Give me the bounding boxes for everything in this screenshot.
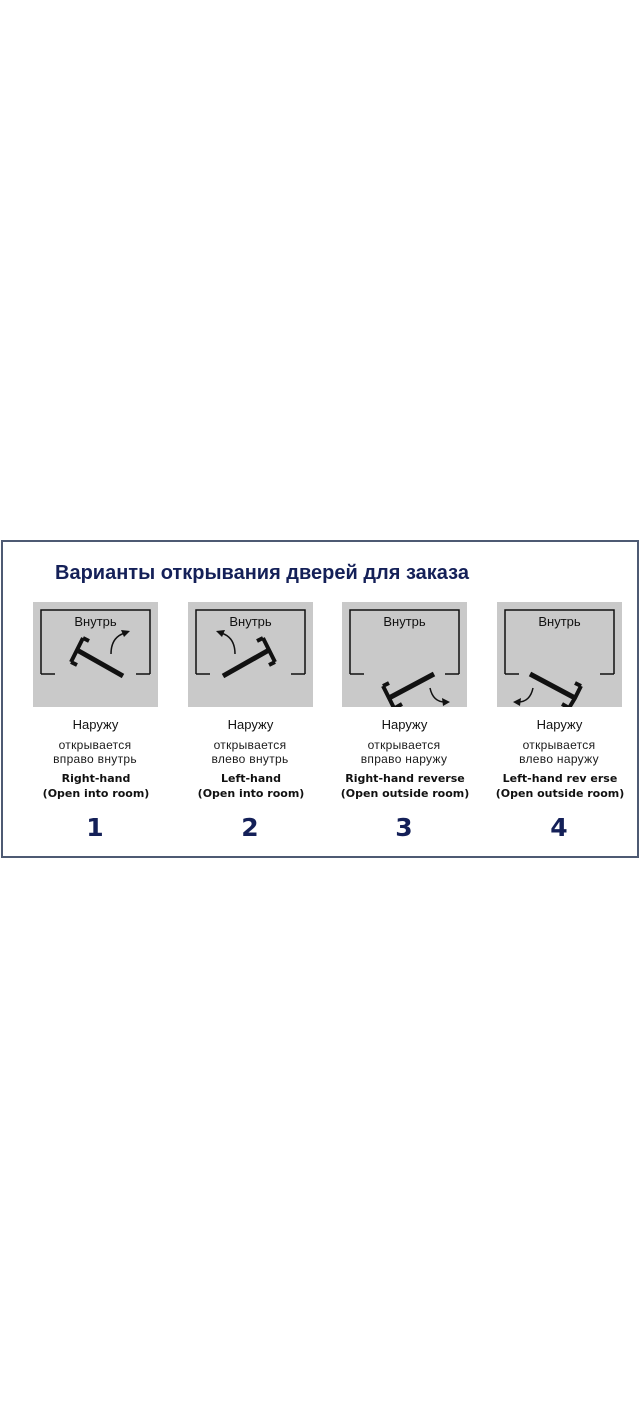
panel-title: Варианты открывания дверей для заказа	[55, 562, 469, 584]
label-inside: Внутрь	[538, 614, 581, 629]
label-inside: Внутрь	[74, 614, 117, 629]
label-outside: Наружу	[536, 717, 583, 732]
variant-number: 2	[241, 813, 259, 842]
description-ru: открывается влево наружу	[519, 738, 599, 766]
description-en: Right-hand reverse (Open outside room)	[340, 772, 470, 800]
variant-2	[188, 602, 328, 842]
variant-number: 3	[395, 813, 413, 842]
variant-1	[33, 602, 173, 842]
label-outside: Наружу	[227, 717, 274, 732]
variant-number: 4	[550, 813, 568, 842]
description-en: Left-hand (Open into room)	[197, 772, 305, 800]
description-ru: открывается вправо наружу	[360, 738, 448, 766]
label-inside: Внутрь	[383, 614, 426, 629]
description-en: Right-hand (Open into room)	[42, 772, 150, 800]
variant-4	[497, 602, 637, 842]
description-ru: открывается влево внутрь	[211, 738, 289, 766]
variant-number: 1	[86, 813, 104, 842]
door-opening-panel	[1, 540, 639, 858]
description-ru: открывается вправо внутрь	[53, 738, 137, 766]
label-outside: Наружу	[72, 717, 119, 732]
description-en: Left-hand rev erse (Open outside room)	[495, 772, 625, 800]
variant-3	[342, 602, 482, 842]
label-inside: Внутрь	[229, 614, 272, 629]
label-outside: Наружу	[381, 717, 428, 732]
